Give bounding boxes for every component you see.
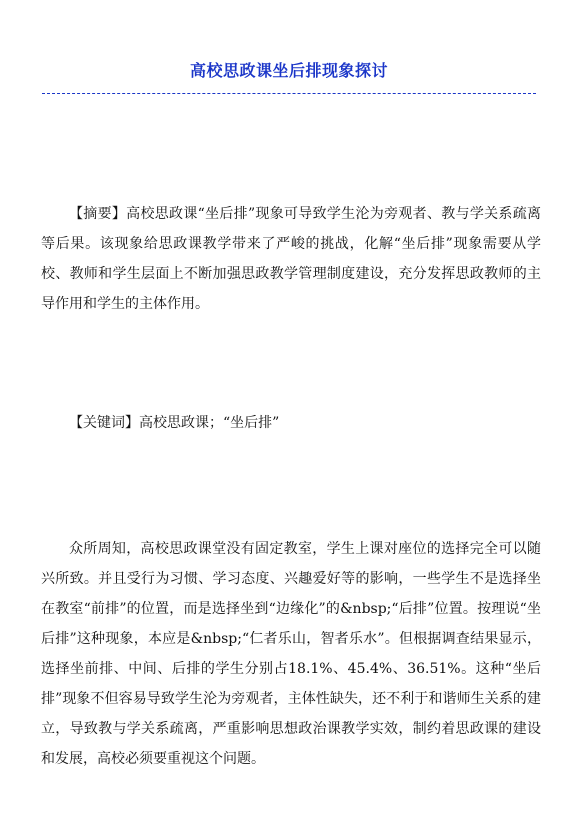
document-title: 高校思政课坐后排现象探讨 — [189, 61, 388, 80]
abstract-paragraph: 【摘要】高校思政课“坐后排”现象可导致学生沦为旁观者、教与学关系疏离等后果。该现象给思政课教学带来了严峻的挑战，化解“坐后排”现象需要从学校、教师和学生层面上不断加强思政教学管理制度建设，充分发挥思政教师的主导作用和学生的主体作用。 — [41, 206, 541, 312]
keywords-paragraph: 【关键词】高校思政课；“坐后排” — [69, 415, 280, 431]
title-divider — [42, 93, 536, 94]
body-paragraph: 众所周知，高校思政课堂没有固定教室，学生上课对座位的选择完全可以随兴所致。并且受行为习惯、学习态度、兴趣爱好等的影响，一些学生不是选择坐在教室“前排”的位置，而是选择坐到“边缘化”的&nbsp;“后排”位置。按理说“坐后排”这种现象，本应是&nbsp;“仁者乐山，智者乐水”。但根据调查结果显示，选择坐前排、中间、后排的学生分别占18.1%、45.4%、36.51%。这种“坐后排”现象不但容易导致学生沦为旁观者，主体性缺失，还不利于和谐师生关系的建立，导致教与学关系疏离，严重影响思想政治课教学实效，制约着思政课的建设和发展，高校必须要重视这个问题。 — [41, 541, 541, 767]
